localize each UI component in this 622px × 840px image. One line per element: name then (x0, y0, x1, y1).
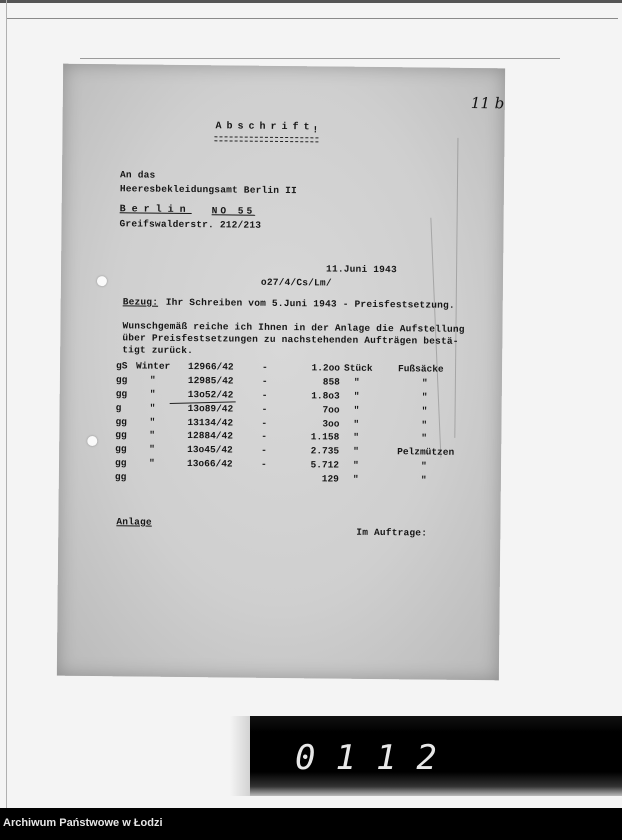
row-order-number: 12985/42 (187, 375, 234, 387)
row-type: Winter (135, 360, 171, 373)
row-type: " (149, 402, 156, 414)
title-underline (214, 136, 318, 142)
row-unit: " (353, 445, 359, 457)
row-quantity: 858 (322, 376, 340, 388)
row-order-number: 13o89/42 (187, 402, 234, 415)
row-quantity: 3oo (322, 418, 340, 430)
row-type: " (149, 443, 155, 455)
row-unit: " (352, 459, 359, 471)
row-type: " (149, 429, 156, 442)
row-unit: " (353, 376, 360, 389)
row-unit: " (353, 432, 360, 444)
row-quantity: 2.735 (310, 445, 340, 457)
frame-border-line (6, 0, 7, 808)
row-order-number: 12884/42 (187, 430, 233, 442)
body-line: über Preisfestsetzungen zu nachstehenden Aufträgen bestä- (122, 332, 459, 347)
row-prefix: gg (115, 415, 127, 427)
row-type (135, 470, 187, 484)
row-dash: - (261, 417, 268, 429)
row-prefix: gg (115, 443, 127, 455)
row-quantity: 1.2oo (311, 362, 341, 375)
row-type: " (149, 416, 156, 428)
enclosure-label: Anlage (116, 516, 152, 528)
counter-shadow (230, 716, 252, 796)
recipient-city: Berlin (119, 204, 192, 217)
row-item: " (420, 460, 427, 472)
row-item: Pelzmützen (397, 446, 455, 458)
subject-label: Bezug: (122, 296, 159, 308)
frame-counter-display (250, 716, 622, 796)
row-prefix: gg (115, 388, 128, 400)
signature-label: Im Auftrage: (356, 526, 428, 539)
row-item: Fußsäcke (397, 363, 444, 376)
punch-hole (87, 436, 97, 446)
row-prefix: g (115, 402, 122, 414)
row-dash (261, 471, 299, 485)
recipient-street: Greifswalderstr. 212/213 (119, 218, 262, 231)
row-order-number: 13o52/42 (187, 389, 234, 401)
title-mark: ! (312, 124, 319, 136)
row-item: " (421, 432, 428, 444)
row-item: " (421, 377, 428, 389)
row-item: " (421, 405, 428, 417)
frame-top-edge (0, 0, 622, 3)
row-quantity: 7oo (322, 404, 340, 416)
row-prefix: gg (115, 374, 128, 386)
row-unit: " (353, 404, 360, 416)
row-quantity: 1.158 (310, 431, 340, 443)
punch-hole (97, 276, 107, 286)
row-prefix: gg (115, 429, 127, 441)
row-type: " (149, 374, 156, 386)
row-unit: Stück (343, 363, 373, 375)
row-unit: " (352, 473, 359, 485)
archive-footer (0, 808, 622, 840)
row-order-number: 13134/42 (187, 416, 234, 429)
row-dash: - (261, 389, 268, 401)
frame-border-line (6, 18, 618, 19)
subject-text: Ihr Schreiben vom 5.Juni 1943 - Preisfestsetzung. (165, 296, 455, 311)
row-order-number: 13o66/42 (186, 457, 233, 470)
body-line: Wunschgemäß reiche ich Ihnen in der Anlage die Aufstellung (122, 320, 465, 335)
row-type: " (149, 388, 156, 400)
recipient-postal-district: NO 55 (211, 205, 256, 217)
row-type: " (148, 457, 155, 469)
row-prefix: gg (114, 457, 127, 469)
row-dash: - (260, 458, 267, 470)
page-number-note: 11 b (470, 93, 505, 113)
body-line: tigt zurück. (122, 344, 194, 357)
row-dash: - (261, 362, 268, 374)
row-unit: " (353, 390, 360, 402)
row-dash: - (261, 403, 268, 415)
table-row (115, 470, 467, 487)
row-order-number (187, 470, 261, 485)
row-quantity: 129 (321, 473, 339, 485)
orders-table (115, 359, 468, 487)
row-order-number: 13o45/42 (187, 444, 233, 456)
row-dash: - (261, 444, 267, 457)
row-dash: - (261, 375, 268, 388)
guide-line (80, 58, 560, 59)
row-item: " (421, 419, 428, 431)
recipient-line2: Heeresbekleidungsamt Berlin II (119, 183, 297, 197)
row-item: " (421, 391, 428, 403)
row-quantity: 5.712 (310, 459, 340, 471)
row-prefix: gg (114, 471, 127, 483)
row-prefix: gS (115, 360, 128, 372)
reference-code: o27/4/Cs/Lm/ (260, 276, 332, 289)
row-order-number: 12966/42 (187, 361, 234, 373)
document-page (57, 64, 505, 681)
row-dash: - (261, 431, 268, 443)
row-item: " (420, 474, 427, 486)
letter-date: 11.Juni 1943 (326, 263, 397, 276)
archive-name: Archiwum Państwowe w Łodzi (3, 817, 163, 829)
recipient-line1: An das (119, 169, 156, 181)
frame-counter-digits: 0112 (295, 738, 457, 778)
row-unit: " (353, 418, 360, 430)
document-title: Abschrift (215, 121, 315, 134)
row-quantity: 1.8o3 (311, 390, 340, 402)
